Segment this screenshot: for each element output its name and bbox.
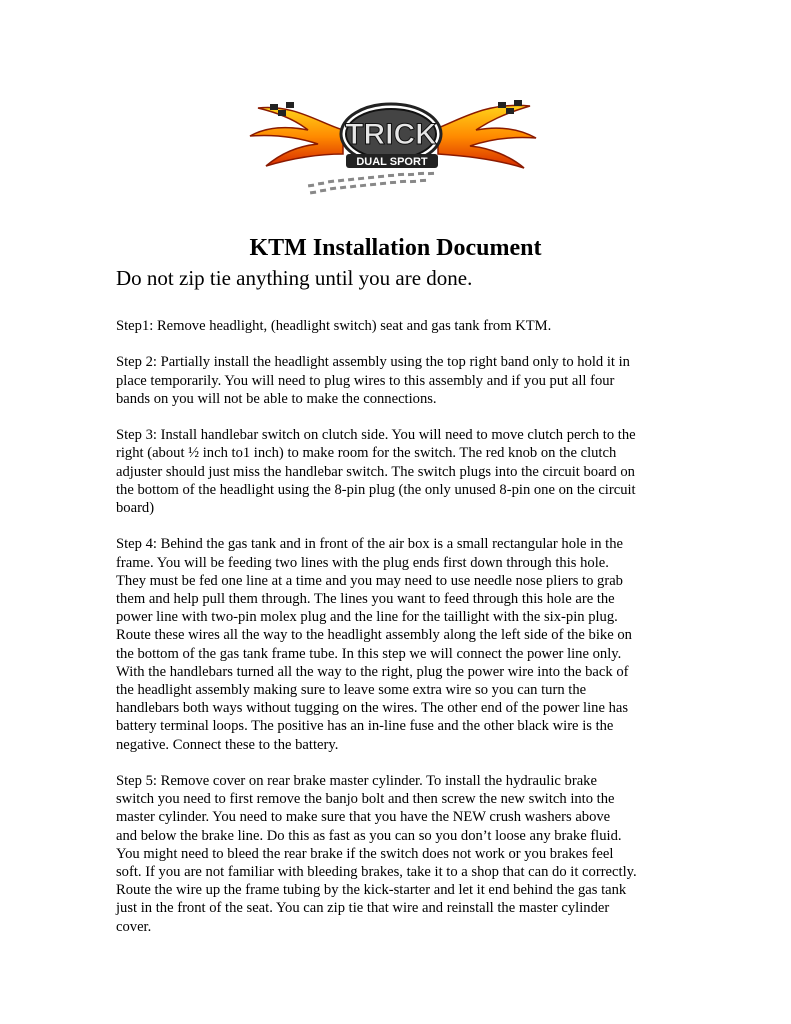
- step-line: Route these wires all the way to the headlight assembly along the left side of the bike on: [116, 627, 632, 644]
- step-line: bands on you will not be able to make the connections.: [116, 390, 437, 407]
- svg-text:TRICK: TRICK: [345, 118, 437, 151]
- step-line: handlebars both ways without tugging on the wires. The other end of the power line has: [116, 700, 629, 717]
- step-line: the bottom of the gas tank frame tube. In this step we will connect the power line only.: [116, 645, 622, 662]
- trick-dual-sport-logo: [248, 92, 538, 200]
- step-line: frame. You will be feeding two lines with the plug ends first down through this hole.: [116, 554, 609, 571]
- step-line: battery terminal loops. The positive has an in-line fuse and the other black wire is the: [116, 718, 614, 735]
- step-line: Step 4: Behind the gas tank and in front of the air box is a small rectangular hole in the: [116, 536, 624, 553]
- step-3-paragraph: [116, 426, 684, 517]
- instruction-body: [116, 317, 684, 954]
- step-line: With the handlebars turned all the way to the right, plug the power wire into the back of: [116, 663, 629, 680]
- step-line: Route the wire up the frame tubing by the kick-starter and let it end behind the gas tank: [116, 882, 627, 899]
- step-line: Step1: Remove headlight, (headlight switch) seat and gas tank from KTM.: [116, 318, 552, 334]
- step-5-paragraph: [116, 772, 684, 936]
- step-line: switch you need to first remove the banjo bolt and then screw the new switch into the: [116, 791, 615, 808]
- step-line: the headlight assembly making sure to leave some extra wire so you can turn the: [116, 682, 587, 699]
- step-line: place temporarily. You will need to plug wires to this assembly and if you put all four: [116, 372, 615, 389]
- step-line: adjuster should just miss the handlebar switch. The switch plugs into the circuit board on: [116, 463, 635, 480]
- step-line: master cylinder. You need to make sure that you have the NEW crush washers above: [116, 809, 611, 826]
- step-1-paragraph: [116, 317, 684, 335]
- step-2-paragraph: [116, 353, 684, 408]
- step-line: negative. Connect these to the battery.: [116, 736, 339, 753]
- step-line: and below the brake line. Do this as fast as you can so you don’t loose any brake fluid.: [116, 827, 622, 844]
- step-line: Step 2: Partially install the headlight assembly using the top right band only to hold it in: [116, 354, 630, 371]
- svg-text:DUAL SPORT: DUAL SPORT: [356, 156, 428, 168]
- step-4-paragraph: [116, 535, 684, 753]
- step-line: them and help pull them through. The lines you want to feed through this hole are the: [116, 591, 615, 607]
- document-title: KTM Installation Document: [249, 235, 542, 261]
- step-line: power line with two-pin molex plug and the line for the taillight with the six-pin plug.: [116, 609, 618, 626]
- step-line: soft. If you are not familiar with bleeding brakes, take it to a shop that can do it correctly.: [116, 864, 637, 881]
- step-line: right (about ½ inch to1 inch) to make room for the switch. The red knob on the clutch: [116, 445, 617, 462]
- step-line: just in the front of the seat. You can zip tie that wire and reinstall the master cylinder: [116, 900, 610, 917]
- step-line: board): [116, 500, 155, 516]
- document-subtitle: Do not zip tie anything until you are done.: [116, 266, 473, 290]
- step-line: They must be fed one line at a time and you may need to use needle nose pliers to grab: [116, 572, 623, 589]
- step-line: the bottom of the headlight using the 8-pin plug (the only unused 8-pin one on the circuit: [116, 481, 636, 498]
- step-line: cover.: [116, 918, 152, 935]
- step-line: You might need to bleed the rear brake if the switch does not work or you brakes feel: [116, 845, 614, 862]
- step-line: Step 3: Install handlebar switch on clutch side. You will need to move clutch perch to the: [116, 427, 636, 444]
- step-line: Step 5: Remove cover on rear brake master cylinder. To install the hydraulic brake: [116, 773, 597, 790]
